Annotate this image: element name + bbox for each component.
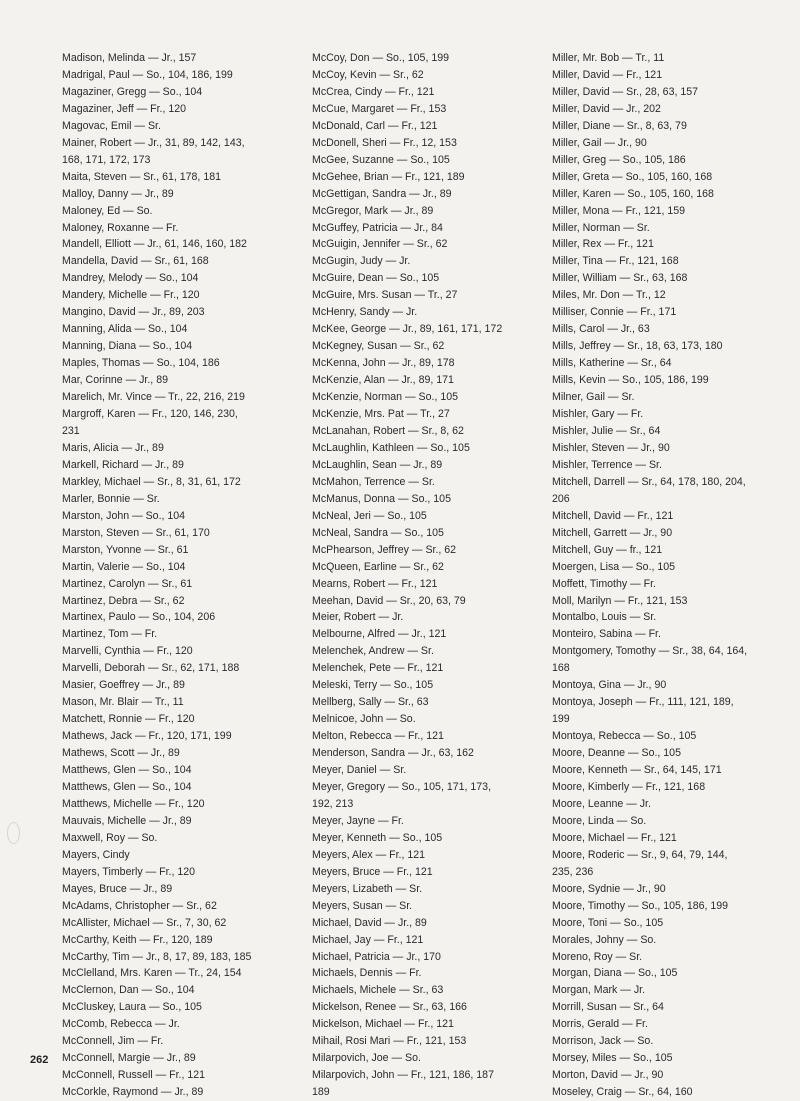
index-entry: Mauvais, Michelle — Jr., 89 — [62, 814, 192, 827]
index-entry: Mills, Katherine — Sr., 64 — [552, 357, 672, 370]
index-entry: Morris, Gerald — Fr. — [552, 1018, 648, 1031]
index-entry: Miles, Mr. Don — Tr., 12 — [552, 289, 666, 302]
index-entry: McGee, Suzanne — So., 105 — [312, 153, 450, 166]
index-entry: McGettigan, Sandra — Jr., 89 — [312, 187, 452, 200]
index-entry: Morgan, Mark — Jr. — [552, 984, 646, 997]
index-entry: Moore, Linda — So. — [552, 814, 647, 827]
index-entry: McConnell, Margie — Jr., 89 — [62, 1052, 196, 1065]
index-column-1 — [62, 50, 302, 1101]
index-entry: Michael, Jay — Fr., 121 — [312, 933, 424, 946]
index-entry: Milarpovich, John — Fr., 121, 186, 187 — [312, 1069, 494, 1082]
index-entry: Morrison, Jack — So. — [552, 1035, 654, 1048]
index-entry: Mitchell, Darrell — Sr., 64, 178, 180, 204, — [552, 475, 746, 488]
index-entry: Montoya, Rebecca — So., 105 — [552, 730, 697, 743]
index-entry: Mathews, Jack — Fr., 120, 171, 199 — [62, 730, 232, 743]
index-entry: Michaels, Michele — Sr., 63 — [312, 984, 444, 997]
index-entry: McConnell, Jim — Fr. — [62, 1035, 164, 1048]
index-entry: McAllister, Michael — Sr., 7, 30, 62 — [62, 916, 227, 929]
index-entry: McNeal, Sandra — So., 105 — [312, 526, 444, 539]
index-entry: McAdams, Christopher — Sr., 62 — [62, 899, 217, 912]
index-entry: Moore, Sydnie — Jr., 90 — [552, 882, 666, 895]
index-entry: McDonell, Sheri — Fr., 12, 153 — [312, 136, 457, 149]
index-entry: Miller, David — Jr., 202 — [552, 102, 661, 115]
index-entry: Matthews, Glen — So., 104 — [62, 764, 192, 777]
index-entry: Michaels, Dennis — Fr. — [312, 967, 422, 980]
index-entry: McLaughlin, Sean — Jr., 89 — [312, 458, 443, 471]
index-column-3 — [552, 50, 797, 1101]
index-entry: Melnicoe, John — So. — [312, 713, 416, 726]
index-entry: McKegney, Susan — Sr., 62 — [312, 340, 445, 353]
index-entry: McCluskey, Laura — So., 105 — [62, 1001, 202, 1014]
index-entry: 192, 213 — [312, 797, 354, 810]
index-entry: McGugin, Judy — Jr. — [312, 255, 411, 268]
index-entry: McLanahan, Robert — Sr., 8, 62 — [312, 424, 464, 437]
index-entry: Margroff, Karen — Fr., 120, 146, 230, — [62, 408, 238, 421]
index-entry: Milarpovich, Joe — So. — [312, 1052, 421, 1065]
index-entry: Milliser, Connie — Fr., 171 — [552, 306, 677, 319]
index-entry: McKenna, John — Jr., 89, 178 — [312, 357, 455, 370]
index-entry: Miller, Mr. Bob — Tr., 11 — [552, 52, 665, 64]
binder-hole-mark — [7, 822, 20, 844]
index-entry: Manning, Diana — So., 104 — [62, 340, 193, 353]
index-entry: Morton, David — Jr., 90 — [552, 1069, 664, 1082]
index-entry: Maita, Steven — Sr., 61, 178, 181 — [62, 170, 221, 183]
index-entry: Michael, Patricia — Jr., 170 — [312, 950, 441, 963]
index-entry: Maris, Alicia — Jr., 89 — [62, 441, 164, 454]
index-entry: Mandell, Elliott — Jr., 61, 146, 160, 182 — [62, 238, 247, 251]
index-entry: McClelland, Mrs. Karen — Tr., 24, 154 — [62, 967, 242, 980]
index-entry: McKenzie, Alan — Jr., 89, 171 — [312, 374, 454, 387]
index-entry: Moreno, Roy — Sr. — [552, 950, 643, 963]
index-entry: Marelich, Mr. Vince — Tr., 22, 216, 219 — [62, 391, 245, 404]
index-entry: Morales, Johny — So. — [552, 933, 657, 946]
index-entry: Mayers, Timberly — Fr., 120 — [62, 865, 196, 878]
index-entry: 168 — [552, 662, 570, 675]
page-number: 262 — [30, 1054, 49, 1066]
index-entry: McQueen, Earline — Sr., 62 — [312, 560, 444, 573]
index-entry: Marvelli, Deborah — Sr., 62, 171, 188 — [62, 662, 240, 675]
index-entry: McHenry, Sandy — Jr. — [312, 306, 418, 319]
index-entry: Meyer, Gregory — So., 105, 171, 173, — [312, 780, 492, 793]
index-entry: Moffett, Timothy — Fr. — [552, 577, 657, 590]
index-entry: Marston, Steven — Sr., 61, 170 — [62, 526, 210, 539]
index-entry: Milner, Gail — Sr. — [552, 391, 635, 404]
index-entry: Moseley, Craig — Sr., 64, 160 — [552, 1086, 693, 1099]
index-entry: Mellberg, Sally — Sr., 63 — [312, 696, 429, 709]
index-entry: Mills, Carol — Jr., 63 — [552, 323, 650, 336]
index-entry: Miller, Norman — Sr. — [552, 221, 650, 234]
index-entry: Martinez, Tom — Fr. — [62, 628, 158, 641]
index-entry: Montoya, Joseph — Fr., 111, 121, 189, — [552, 696, 734, 709]
index-entry: Morgan, Diana — So., 105 — [552, 967, 678, 980]
index-entry: 206 — [552, 492, 570, 505]
index-entry: Maxwell, Roy — So. — [62, 831, 158, 844]
index-entry: Magaziner, Jeff — Fr., 120 — [62, 102, 187, 115]
index-entry: McKenzie, Norman — So., 105 — [312, 391, 459, 404]
index-entry: McGregor, Mark — Jr., 89 — [312, 204, 434, 217]
index-entry: McMahon, Terrence — Sr. — [312, 475, 435, 488]
index-entry: Meehan, David — Sr., 20, 63, 79 — [312, 594, 466, 607]
index-entry: McCue, Margaret — Fr., 153 — [312, 102, 447, 115]
index-entry: Maples, Thomas — So., 104, 186 — [62, 357, 220, 370]
index-entry: Mandella, David — Sr., 61, 168 — [62, 255, 209, 268]
index-entry: Martinez, Debra — Sr., 62 — [62, 594, 185, 607]
index-entry: McCoy, Kevin — Sr., 62 — [312, 68, 424, 81]
index-entry: Moore, Roderic — Sr., 9, 64, 79, 144, — [552, 848, 728, 861]
index-entry: Moore, Kimberly — Fr., 121, 168 — [552, 780, 706, 793]
index-entry: Meier, Robert — Jr. — [312, 611, 404, 624]
index-entry: Moore, Toni — So., 105 — [552, 916, 664, 929]
index-entry: Mandery, Michelle — Fr., 120 — [62, 289, 200, 302]
index-entry: Moergen, Lisa — So., 105 — [552, 560, 676, 573]
index-entry: Madrigal, Paul — So., 104, 186, 199 — [62, 68, 233, 81]
index-entry: Marston, John — So., 104 — [62, 509, 186, 522]
index-entry: Marler, Bonnie — Sr. — [62, 492, 160, 505]
index-entry: Maloney, Roxanne — Fr. — [62, 221, 179, 234]
index-entry: Mihail, Rosi Mari — Fr., 121, 153 — [312, 1035, 467, 1048]
index-entry: McLaughlin, Kathleen — So., 105 — [312, 441, 470, 454]
index-entry: 199 — [552, 713, 570, 726]
index-entry: McCarthy, Keith — Fr., 120, 189 — [62, 933, 213, 946]
index-entry: Melbourne, Alfred — Jr., 121 — [312, 628, 447, 641]
index-column-2 — [312, 50, 550, 1101]
index-entry: Matthews, Michelle — Fr., 120 — [62, 797, 205, 810]
index-entry: Monteiro, Sabina — Fr. — [552, 628, 661, 641]
index-entry: Miller, Rex — Fr., 121 — [552, 238, 654, 251]
index-entry: Miller, Diane — Sr., 8, 63, 79 — [552, 119, 687, 132]
index-entry: Michael, David — Jr., 89 — [312, 916, 427, 929]
index-entry: Mearns, Robert — Fr., 121 — [312, 577, 438, 590]
index-entry: Melenchek, Andrew — Sr. — [312, 645, 434, 658]
index-entry: Meyers, Bruce — Fr., 121 — [312, 865, 433, 878]
index-entry: Meyer, Kenneth — So., 105 — [312, 831, 443, 844]
index-entry: Moore, Kenneth — Sr., 64, 145, 171 — [552, 764, 722, 777]
index-entry: Mar, Corinne — Jr., 89 — [62, 374, 168, 387]
index-entry: Miller, David — Fr., 121 — [552, 68, 663, 81]
index-entry: Miller, Gail — Jr., 90 — [552, 136, 647, 149]
index-entry: Mathews, Scott — Jr., 89 — [62, 747, 180, 760]
index-entry: Miller, Greg — So., 105, 186 — [552, 153, 686, 166]
index-entry: McComb, Rebecca — Jr. — [62, 1018, 180, 1031]
index-entry: Mitchell, Garrett — Jr., 90 — [552, 526, 673, 539]
index-entry: Mishler, Steven — Jr., 90 — [552, 441, 670, 454]
index-entry: Meyers, Susan — Sr. — [312, 899, 413, 912]
index-entry: Miller, David — Sr., 28, 63, 157 — [552, 85, 699, 98]
index-entry: Montoya, Gina — Jr., 90 — [552, 679, 667, 692]
index-entry: Mishler, Julie — Sr., 64 — [552, 424, 661, 437]
index-entry: Mills, Jeffrey — Sr., 18, 63, 173, 180 — [552, 340, 723, 353]
index-entry: Melton, Rebecca — Fr., 121 — [312, 730, 444, 743]
index-entry: Miller, Tina — Fr., 121, 168 — [552, 255, 679, 268]
index-entry: Moore, Timothy — So., 105, 186, 199 — [552, 899, 729, 912]
index-entry: McCoy, Don — So., 105, 199 — [312, 52, 449, 64]
index-entry: Meyers, Lizabeth — Sr. — [312, 882, 423, 895]
index-entry: Maloney, Ed — So. — [62, 204, 153, 217]
index-entry: Martin, Valerie — So., 104 — [62, 560, 186, 573]
index-entry: Miller, Greta — So., 105, 160, 168 — [552, 170, 713, 183]
index-entry: Mayes, Bruce — Jr., 89 — [62, 882, 173, 895]
index-entry: Masier, Goeffrey — Jr., 89 — [62, 679, 185, 692]
index-entry: McGehee, Brian — Fr., 121, 189 — [312, 170, 465, 183]
index-entry: McKenzie, Mrs. Pat — Tr., 27 — [312, 408, 450, 421]
index-entry: Miller, Karen — So., 105, 160, 168 — [552, 187, 714, 200]
index-entry: McNeal, Jeri — So., 105 — [312, 509, 427, 522]
index-entry: Meyer, Jayne — Fr. — [312, 814, 404, 827]
index-entry: Mickelson, Renee — Sr., 63, 166 — [312, 1001, 467, 1014]
index-entry: Menderson, Sandra — Jr., 63, 162 — [312, 747, 474, 760]
index-entry: Mayers, Cindy — [62, 848, 130, 861]
index-entry: Madison, Melinda — Jr., 157 — [62, 52, 197, 64]
index-entry: Martinex, Paulo — So., 104, 206 — [62, 611, 216, 624]
index-entry: Mason, Mr. Blair — Tr., 11 — [62, 696, 184, 709]
index-entry: Meyer, Daniel — Sr. — [312, 764, 407, 777]
index-entry: Mickelson, Michael — Fr., 121 — [312, 1018, 454, 1031]
index-entry: Montalbo, Louis — Sr. — [552, 611, 657, 624]
index-entry: Meyers, Alex — Fr., 121 — [312, 848, 426, 861]
index-entry: Marston, Yvonne — Sr., 61 — [62, 543, 189, 556]
index-entry: Markley, Michael — Sr., 8, 31, 61, 172 — [62, 475, 241, 488]
index-entry: 189 — [312, 1086, 330, 1099]
index-entry: Mishler, Terrence — Sr. — [552, 458, 662, 471]
index-entry: Moore, Deanne — So., 105 — [552, 747, 681, 760]
index-entry: Matchett, Ronnie — Fr., 120 — [62, 713, 195, 726]
index-entry: Morrill, Susan — Sr., 64 — [552, 1001, 664, 1014]
index-entry: Moore, Michael — Fr., 121 — [552, 831, 677, 844]
index-entry: Mitchell, David — Fr., 121 — [552, 509, 674, 522]
index-entry: Moore, Leanne — Jr. — [552, 797, 651, 810]
index-entry: McGuigin, Jennifer — Sr., 62 — [312, 238, 448, 251]
index-entry: McPhearson, Jeffrey — Sr., 62 — [312, 543, 457, 556]
index-entry: Melenchek, Pete — Fr., 121 — [312, 662, 444, 675]
index-entry: Morsey, Miles — So., 105 — [552, 1052, 673, 1065]
index-entry: 231 — [62, 424, 80, 437]
index-entry: Matthews, Glen — So., 104 — [62, 780, 192, 793]
index-entry: Miller, Mona — Fr., 121, 159 — [552, 204, 686, 217]
index-entry: Meleski, Terry — So., 105 — [312, 679, 434, 692]
index-entry: Montgomery, Tomothy — Sr., 38, 64, 164, — [552, 645, 748, 658]
index-entry: McDonald, Carl — Fr., 121 — [312, 119, 438, 132]
index-entry: Mishler, Gary — Fr. — [552, 408, 644, 421]
index-entry: McClernon, Dan — So., 104 — [62, 984, 195, 997]
index-entry: McManus, Donna — So., 105 — [312, 492, 451, 505]
index-entry: Markell, Richard — Jr., 89 — [62, 458, 184, 471]
index-entry: Miller, William — Sr., 63, 168 — [552, 272, 688, 285]
index-entry: Malloy, Danny — Jr., 89 — [62, 187, 174, 200]
index-entry: McGuire, Dean — So., 105 — [312, 272, 440, 285]
index-entry: McGuffey, Patricia — Jr., 84 — [312, 221, 443, 234]
index-entry: Manning, Alida — So., 104 — [62, 323, 188, 336]
index-entry: Marvelli, Cynthia — Fr., 120 — [62, 645, 193, 658]
index-entry: McCarthy, Tim — Jr., 8, 17, 89, 183, 185 — [62, 950, 252, 963]
index-entry: McKee, George — Jr., 89, 161, 171, 172 — [312, 323, 503, 336]
index-entry: 235, 236 — [552, 865, 594, 878]
index-entry: 168, 171, 172, 173 — [62, 153, 151, 166]
index-entry: Mills, Kevin — So., 105, 186, 199 — [552, 374, 709, 387]
index-entry: McCrea, Cindy — Fr., 121 — [312, 85, 435, 98]
index-entry: Martinez, Carolyn — Sr., 61 — [62, 577, 193, 590]
index-entry: Mitchell, Guy — fr., 121 — [552, 543, 663, 556]
index-entry: Mangino, David — Jr., 89, 203 — [62, 306, 205, 319]
index-entry: Mandrey, Melody — So., 104 — [62, 272, 199, 285]
index-entry: Magaziner, Gregg — So., 104 — [62, 85, 203, 98]
index-entry: McConnell, Russell — Fr., 121 — [62, 1069, 206, 1082]
index-entry: McGuire, Mrs. Susan — Tr., 27 — [312, 289, 458, 302]
index-entry: McCorkle, Raymond — Jr., 89 — [62, 1086, 204, 1099]
index-entry: Magovac, Emil — Sr. — [62, 119, 161, 132]
index-entry: Moll, Marilyn — Fr., 121, 153 — [552, 594, 688, 607]
index-entry: Mainer, Robert — Jr., 31, 89, 142, 143, — [62, 136, 245, 149]
